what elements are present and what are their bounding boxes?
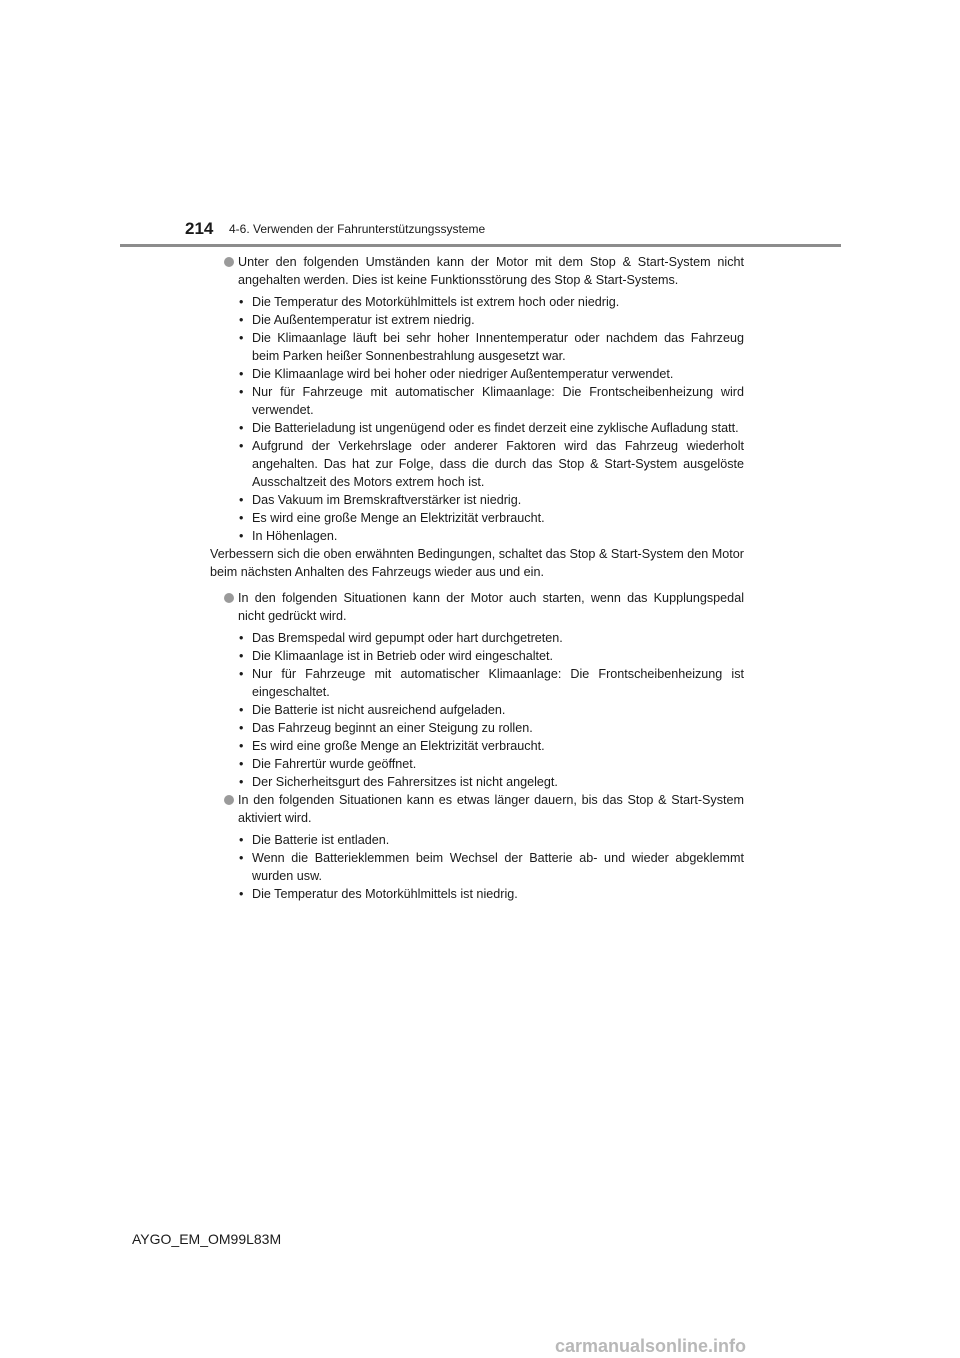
bullet-text: Unter den folgenden Umständen kann der Motor mit dem Stop & Start-System nicht angehalten werden. Dies ist keine Funktionsstörung des Stop & Start-Systems.: [238, 255, 744, 287]
list-item: • Die Batterie ist entladen.: [238, 831, 744, 849]
list-item: • Es wird eine große Menge an Elektrizität verbraucht.: [238, 509, 744, 527]
list-item: • Aufgrund der Verkehrslage oder anderer Faktoren wird das Fahrzeug wiederholt angehalten. Das hat zur Folge, dass die durch das Stop & Start-System ausgelöste Ausschaltzeit des Motors extrem hoch ist.: [238, 437, 744, 491]
bullet-dot-icon: [224, 795, 234, 805]
page-number: 214: [185, 219, 214, 238]
list-item: • In Höhenlagen.: [238, 527, 744, 545]
list-item: • Die Temperatur des Motorkühlmittels ist niedrig.: [238, 885, 744, 903]
bullet-dot-icon: [224, 257, 234, 267]
note-text: Verbessern sich die oben erwähnten Bedingungen, schaltet das Stop & Start-System den Motor beim nächsten Anhalten des Fahrzeugs wieder aus und ein.: [210, 547, 744, 579]
list-item: • Es wird eine große Menge an Elektrizität verbraucht.: [238, 737, 744, 755]
list-item: • Die Außentemperatur ist extrem niedrig.: [238, 311, 744, 329]
header-rule: [120, 244, 841, 247]
condition-list: [238, 831, 744, 903]
list-item: • Die Batterieladung ist ungenügend oder es findet derzeit eine zyklische Aufladung statt.: [238, 419, 744, 437]
list-item: • Die Fahrertür wurde geöffnet.: [238, 755, 744, 773]
content-body: [210, 253, 744, 903]
list-item: • Wenn die Batterieklemmen beim Wechsel der Batterie ab- und wieder abgeklemmt wurden usw.: [238, 849, 744, 885]
list-item: • Das Vakuum im Bremskraftverstärker ist niedrig.: [238, 491, 744, 509]
section-title: 4-6. Verwenden der Fahrunterstützungssysteme: [229, 222, 486, 236]
list-item: • Das Bremspedal wird gepumpt oder hart durchgetreten.: [238, 629, 744, 647]
list-item: • Die Klimaanlage wird bei hoher oder niedriger Außentemperatur verwendet.: [238, 365, 744, 383]
bullet-block: [224, 589, 744, 625]
watermark: carmanualsonline.info: [555, 1336, 747, 1356]
condition-list: [238, 629, 744, 791]
bullet-dot-icon: [224, 593, 234, 603]
bullet-block: [224, 791, 744, 827]
list-item: • Nur für Fahrzeuge mit automatischer Klimaanlage: Die Frontscheibenheizung wird verwendet.: [238, 383, 744, 419]
list-item: • Die Temperatur des Motorkühlmittels ist extrem hoch oder niedrig.: [238, 293, 744, 311]
list-item: • Die Batterie ist nicht ausreichend aufgeladen.: [238, 701, 744, 719]
bullet-text: In den folgenden Situationen kann der Motor auch starten, wenn das Kupplungspedal nicht gedrückt wird.: [238, 591, 744, 623]
list-item: • Das Fahrzeug beginnt an einer Steigung zu rollen.: [238, 719, 744, 737]
list-item: • Die Klimaanlage ist in Betrieb oder wird eingeschaltet.: [238, 647, 744, 665]
bullet-text: In den folgenden Situationen kann es etwas länger dauern, bis das Stop & Start-System aktiviert wird.: [238, 793, 744, 825]
list-item: • Nur für Fahrzeuge mit automatischer Klimaanlage: Die Frontscheibenheizung ist eingeschaltet.: [238, 665, 744, 701]
footer-code: AYGO_EM_OM99L83M: [132, 1231, 282, 1247]
condition-list: [238, 293, 744, 545]
bullet-block: [224, 253, 744, 289]
list-item: • Die Klimaanlage läuft bei sehr hoher Innentemperatur oder nachdem das Fahrzeug beim Parken heißer Sonnenbestrahlung ausgesetzt war.: [238, 329, 744, 365]
list-item: • Der Sicherheitsgurt des Fahrersitzes ist nicht angelegt.: [238, 773, 744, 791]
